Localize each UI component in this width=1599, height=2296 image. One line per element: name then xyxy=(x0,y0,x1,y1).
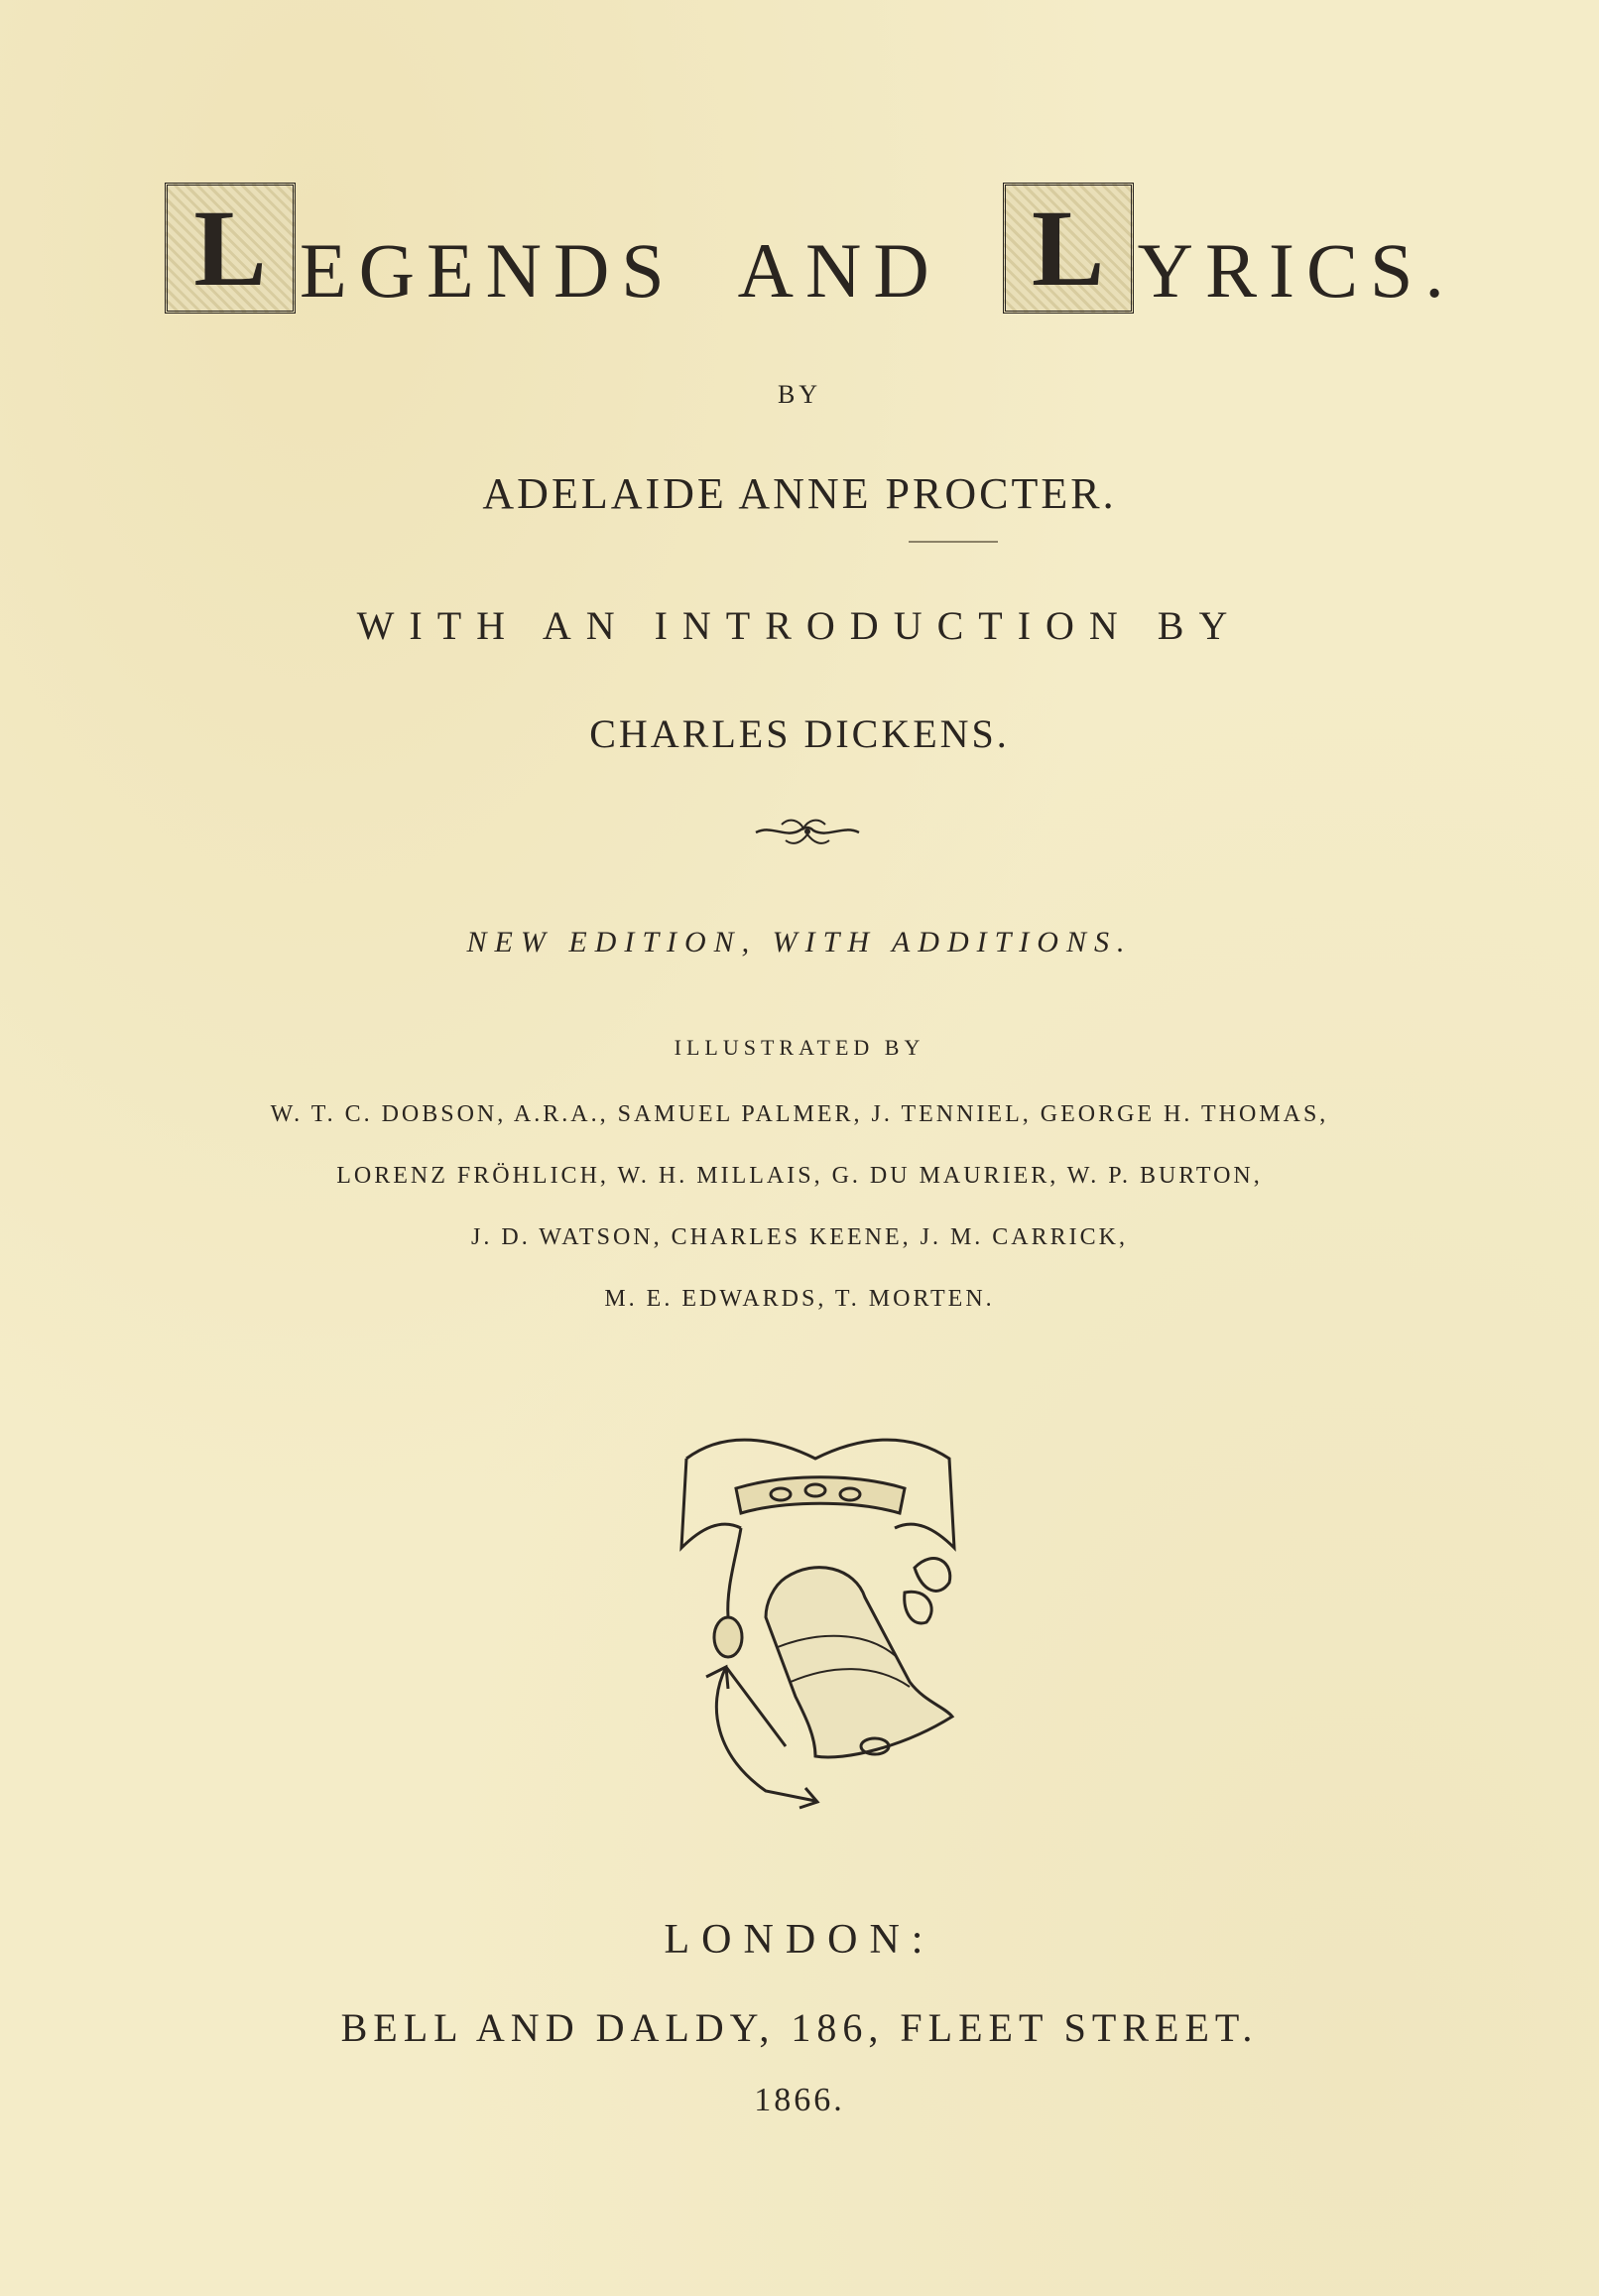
illustrators-line: LORENZ FRÖHLICH, W. H. MILLAIS, G. DU MAURIER, W. P. BURTON, xyxy=(336,1163,1263,1189)
title-word-lyrics: YRICS. xyxy=(1137,227,1456,314)
illustrators-line: W. T. C. DOBSON, A.R.A., SAMUEL PALMER, J. TENNIEL, GEORGE H. THOMAS, xyxy=(270,1101,1329,1127)
decorated-initial-l-first: L xyxy=(165,183,296,314)
by-line: BY xyxy=(777,380,822,409)
imprint-publisher: BELL AND DALDY, 186, FLEET STREET. xyxy=(340,2005,1259,2050)
introduction-line: WITH AN INTRODUCTION BY xyxy=(356,603,1243,648)
author-name: ADELAIDE ANNE PROCTER. xyxy=(482,469,1117,518)
title-word-and: AND xyxy=(737,227,941,314)
bell-and-anchor-printers-device-icon xyxy=(667,1419,974,1816)
imprint-city: LONDON: xyxy=(664,1917,935,1963)
introducer-name: CHARLES DICKENS. xyxy=(589,711,1010,756)
imprint-year: 1866. xyxy=(754,2082,845,2118)
edition-note: NEW EDITION, WITH ADDITIONS. xyxy=(466,926,1133,958)
illustrators-line: M. E. EDWARDS, T. MORTEN. xyxy=(604,1286,995,1312)
book-title xyxy=(165,175,1454,314)
decorated-initial-l-second: L xyxy=(1003,183,1134,314)
divider xyxy=(909,541,998,543)
floral-ornament-icon xyxy=(752,815,863,848)
illustrators-line: J. D. WATSON, CHARLES KEENE, J. M. CARRICK, xyxy=(471,1224,1128,1250)
title-word-legends: EGENDS xyxy=(300,227,676,314)
illustrated-by-heading: ILLUSTRATED BY xyxy=(674,1035,925,1060)
